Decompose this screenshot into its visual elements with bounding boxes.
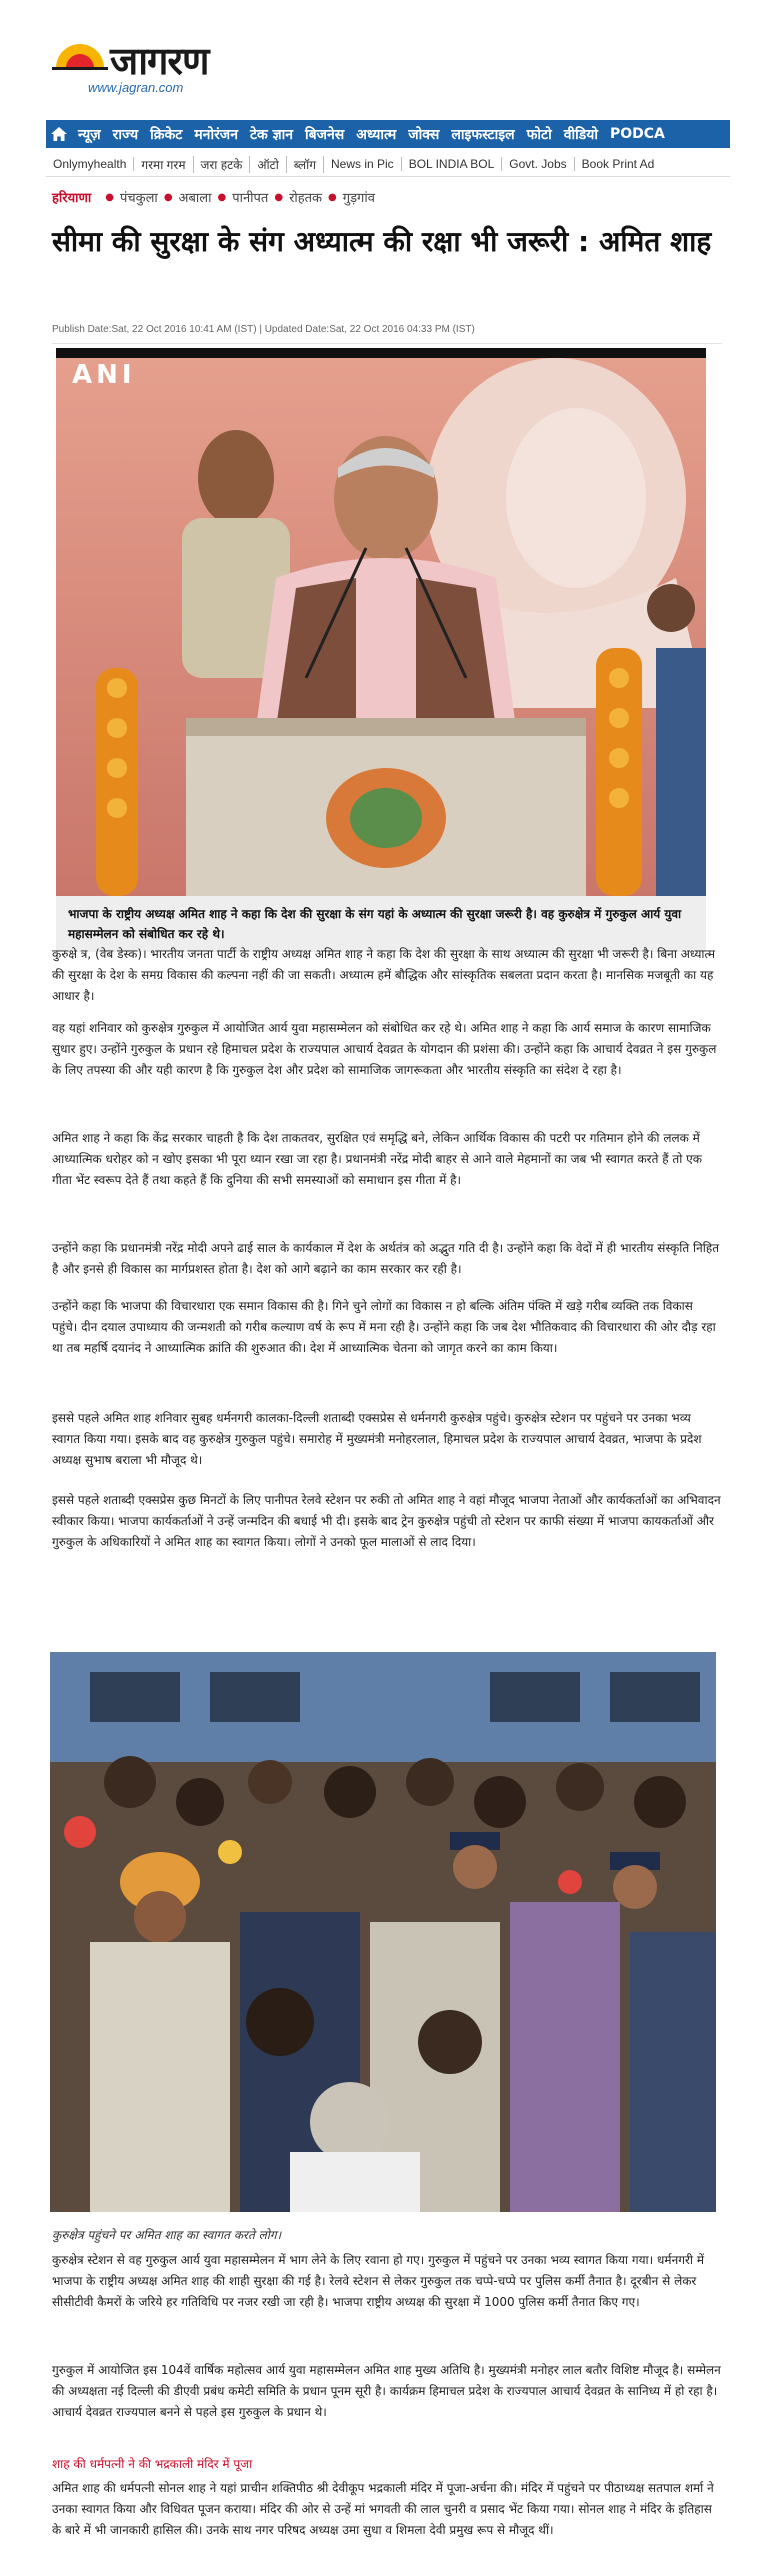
article-paragraph: अमित शाह ने कहा कि केंद्र सरकार चाहती है कि देश ताकतवर, सुरक्षित एवं समृद्धि बने, लेकिन आर्थिक विकास की पटरी पर गतिमान होने की ललक में आध्यात्मिक धरोहर को न खोए इसका भी पूरा ध्यान रखा जा रहा है। प्रधानमंत्री नरेंद्र मोदी बाहर से आने वाले मेहमानों का जब भी स्वागत करते हैं तो एक गीता भेंट स्वरूप देते हैं तथा कहते हैं कि दुनिया की सभी समस्याओं को समाधान इस गीता में है। [52, 1131, 703, 1187]
bullet-icon: ● [163, 191, 173, 203]
breadcrumb [52, 186, 722, 208]
article-paragraph: गुरुकुल में आयोजित इस 104वें वार्षिक महोत्सव आर्य युवा महासम्मेलन अमित शाह मुख्य अतिथि है। मुख्यमंत्री मनोहर लाल बतौर विशिष्ट मौजूद है। सम्मेलन की अध्यक्षता नई दिल्ली की डीएवी प्रबंध कमेटी समिति के प्रधान पूनम सूरी है। कार्यक्रम हिमाचल प्रदेश के राज्यपाल आचार्य देवव्रत के सानिध्य में हो रहा है। आचार्य देवव्रत राज्यपाल बनने से पहले इस गुरुकुल के प्रधान थे। [52, 2363, 721, 2419]
bullet-icon: ● [217, 191, 227, 203]
article-paragraph: वह यहां शनिवार को कुरुक्षेत्र गुरुकुल में आयोजित आर्य युवा महासम्मेलन को संबोधित कर रहे थे। अमित शाह ने कहा कि आर्य समाज के कारण सामाजिक सुधार हुए। उन्होंने गुरुकुल के प्रधान रहे हिमाचल प्रदेश के राज्यपाल आचार्य देवव्रत के योगदान की प्रशंसा की। उन्होंने कहा कि आचार्य देवव्रत ने इस गुरुकुल के लिए तपस्या की और यही कारण है कि गुरुकुल देश और प्रदेश को सामाजिक जागरूकता और भारतीय संस्कृति का संदेश दे रहा है। [52, 1021, 717, 1077]
subnav-item[interactable]: गरमा गरम [134, 156, 193, 173]
article-dateline: Publish Date:Sat, 22 Oct 2016 10:41 AM (IST) | Updated Date:Sat, 22 Oct 2016 04:33 PM (IST) [52, 324, 722, 344]
subnav-item[interactable]: News in Pic [324, 157, 402, 171]
nav-item-business[interactable]: बिजनेस [305, 126, 345, 143]
nav-item-lifestyle[interactable]: लाइफस्टाइल [451, 126, 515, 143]
article-paragraph: इससे पहले शताब्दी एक्सप्रेस कुछ मिनटों के लिए पानीपत रेलवे स्टेशन पर रुकी तो अमित शाह ने वहां मौजूद भाजपा नेताओं और कार्यकर्ताओं का अभिवादन स्वीकार किया। भाजपा कार्यकर्ताओं ने उन्हें जन्मदिन की बधाई भी दी। इसके बाद ट्रेन कुरुक्षेत्र पहुंची तो स्टेशन पर काफी संख्या में भाजपा कायकर्ताओं और गुरुकुल के अधिकारियों ने अमित शाह का स्वागत किया। लोगों ने उनको फूल मालाओं से लाद दिया। [52, 1493, 721, 1549]
article-paragraph: कुरुक्षे त्र, (वेब डेस्क)। भारतीय जनता पार्टी के राष्ट्रीय अध्यक्ष अमित शाह ने कहा कि देश की सुरक्षा के साथ अध्यात्म की सुरक्षा भी जरूरी है। बिना अध्यात्म की सुरक्षा के देश के समग्र विकास की कल्पना नहीं की जा सकती। अध्यात्म हमें बौद्धिक और सांस्कृतिक सबलता प्रदान करता है। मानसिक मजबूती का यह आधार है। [52, 947, 716, 1003]
subnav-item[interactable]: ब्लॉग [287, 156, 324, 173]
subnav-item[interactable]: Book Print Ad [581, 157, 655, 171]
nav-item-news[interactable]: न्यूज़ [78, 126, 101, 143]
bullet-icon: ● [328, 191, 337, 203]
subnav-item[interactable]: BOL INDIA BOL [402, 157, 503, 171]
breadcrumb-city[interactable]: रोहतक [289, 191, 323, 206]
nav-item-states[interactable]: राज्य [112, 126, 139, 143]
sun-logo-icon [52, 38, 108, 70]
primary-nav [46, 120, 730, 148]
subnav-item[interactable]: ऑटो [250, 156, 286, 173]
article-paragraph: उन्होंने कहा कि भाजपा की विचारधारा एक समान विकास की है। गिने चुने लोगों का विकास न हो बल्कि अंतिम पंक्ति में खड़े गरीब व्यक्ति तक विकास पहुंचे। दीन दयाल उपाध्याय की जन्मशती को गरीब कल्याण वर्ष के रूप में मना रही है। उन्होंने कहा कि जब देश भौतिकवाद की विचारधारा की ओर दौड़ रहा था तब महर्षि दयानंद ने आध्यात्मिक क्रांति की शुरुआत की। देश में आध्यात्मिक चेतना को जागृत करने का काम किया। [52, 1299, 716, 1355]
article-subheading: शाह की धर्मपत्नी ने की भद्रकाली मंदिर में पूजा [52, 2457, 253, 2471]
article-hero-image [56, 348, 706, 896]
nav-item-tech[interactable]: टेक ज्ञान [249, 126, 294, 143]
breadcrumb-city[interactable]: पंचकुला [120, 191, 158, 206]
nav-item-entertainment[interactable]: मनोरंजन [194, 126, 238, 143]
nav-item-spirituality[interactable]: अध्यात्म [356, 126, 397, 143]
nav-item-podcast[interactable]: PODCA [610, 126, 665, 142]
subnav-item[interactable]: Onlymyhealth [46, 157, 134, 171]
nav-item-cricket[interactable]: क्रिकेट [150, 126, 183, 143]
nav-item-video[interactable]: वीडियो [563, 126, 598, 143]
breadcrumb-state[interactable]: हरियाणा [52, 191, 92, 206]
logo-url[interactable]: www.jagran.com [88, 80, 184, 95]
article-paragraph: कुरुक्षेत्र स्टेशन से वह गुरुकुल आर्य युवा महासम्मेलन में भाग लेने के लिए रवाना हो गए। गुरुकुल में पहुंचने पर उनका भव्य स्वागत किया गया। धर्मनगरी में भाजपा के राष्ट्रीय अध्यक्ष अमित शाह की शाही सुरक्षा की गई है। रेलवे स्टेशन से लेकर गुरुकुल तक चप्पे-चप्पे पर पुलिस कर्मी तैनात है। दूरबीन से लेकर सीसीटीवी कैमरों के जरिये हर गतिविधि पर नजर रखी जा रही है। भाजपा राष्ट्रीय अध्यक्ष की सुरक्षा में 1000 पुलिस कर्मी तैनात किए गए। [52, 2253, 704, 2309]
hero-photo-illustration [56, 348, 706, 896]
crowd-caption: कुरुक्षेत्र पहुंचने पर अमित शाह का स्वागत करते लोग। [52, 2228, 282, 2242]
bullet-icon: ● [105, 191, 114, 203]
article-paragraph: उन्होंने कहा कि प्रधानमंत्री नरेंद्र मोदी अपने ढाई साल के कार्यकाल में देश के अर्थतंत्र को अद्भुत गति दी है। उन्होंने कहा कि वेदों में ही भारतीय संस्कृति निहित है और इनसे ही विकास का मार्गप्रशस्त होता है। देश को आगे बढ़ाने का काम सरकार कर रही है। [52, 1241, 720, 1276]
logo-text: जागरण [110, 39, 209, 83]
subnav-item[interactable]: जरा हटके [194, 156, 251, 173]
breadcrumb-city[interactable]: अबाला [178, 191, 212, 206]
site-logo[interactable] [52, 28, 352, 108]
article-crowd-image [50, 1652, 716, 2212]
hero-caption: भाजपा के राष्ट्रीय अध्यक्ष अमित शाह ने कहा कि देश की सुरक्षा के संग यहां के अध्यात्म की सुरक्षा जरूरी है। वह कुरुक्षेत्र में गुरुकुल आर्य युवा महासम्मेलन को संबोधित कर रहे थे। [56, 896, 706, 952]
crowd-photo-illustration [50, 1652, 716, 2212]
breadcrumb-city[interactable]: गुड़गांव [342, 191, 375, 206]
breadcrumb-city[interactable]: पानीपत [232, 191, 269, 206]
article-paragraph: अमित शाह की धर्मपत्नी सोनल शाह ने यहां प्राचीन शक्तिपीठ श्री देवीकूप भद्रकाली मंदिर में पूजा-अर्चना की। मंदिर में पहुंचने पर पीठाध्यक्ष सतपाल शर्मा ने उनका स्वागत किया और विधिवत पूजन कराया। मंदिर की ओर से उन्हें मां भगवती की लाल चुनरी व प्रसाद भेंट किया गया। सोनल शाह ने मंदिर के इतिहास के बारे में भी जानकारी हासिल की। उनके साथ नगर परिषद अध्यक्ष उमा सुधा व शिमला देवी प्रमुख रूप से मौजूद थीं। [52, 2481, 714, 2537]
nav-item-photo[interactable]: फोटो [526, 126, 552, 143]
subnav-item[interactable]: Govt. Jobs [502, 157, 574, 171]
article-paragraph: इससे पहले अमित शाह शनिवार सुबह धर्मनगरी कालका-दिल्ली शताब्दी एक्सप्रेस से धर्मनगरी कुरुक्षेत्र पहुंचे। कुरुक्षेत्र स्टेशन पर पहुंचने पर उनका भव्य स्वागत किया गया। इसके बाद वह कुरुक्षेत्र गुरुकुल पहुंचे। समारोह में मुख्यमंत्री मनोहरलाल, हिमाचल प्रदेश के राज्यपाल आचार्य देवव्रत, भाजपा के प्रदेश अध्यक्ष सुभाष बराला भी मौजूद थे। [52, 1411, 702, 1467]
home-icon[interactable] [46, 120, 72, 148]
ani-watermark: ANI [72, 360, 136, 390]
article-title: सीमा की सुरक्षा के संग अध्यात्म की रक्षा भी जरूरी : अमित शाह [52, 225, 712, 258]
secondary-nav [46, 152, 730, 177]
nav-item-jokes[interactable]: जोक्स [408, 126, 440, 143]
bullet-icon: ● [274, 191, 284, 203]
